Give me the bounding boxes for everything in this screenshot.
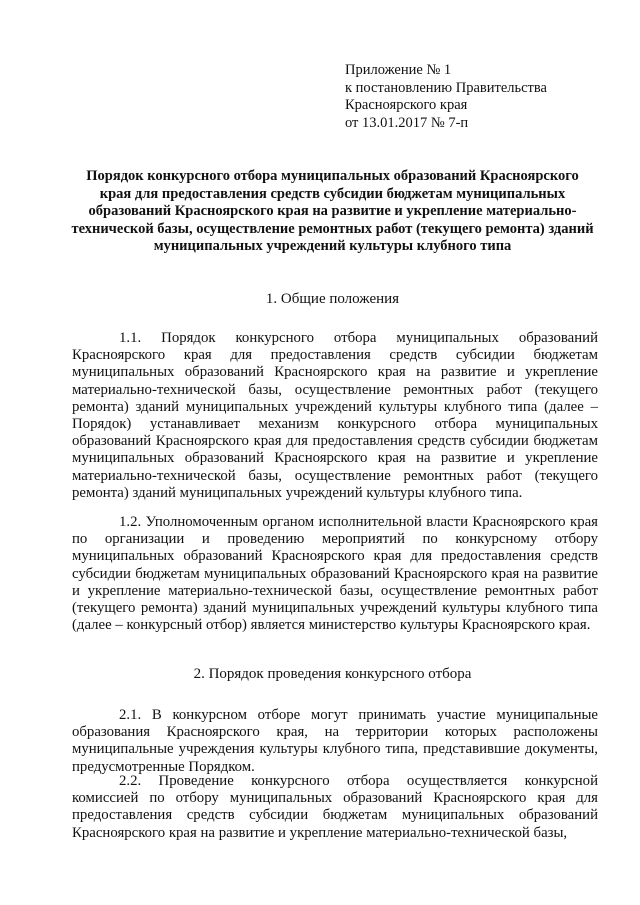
appendix-line-4: от 13.01.2017 № 7-п	[345, 114, 469, 131]
paragraph-1-1: 1.1. Порядок конкурсного отбора муниципальных образований Красноярского края для предоставления средств субсидии бюджетам муниципальных образований Красноярского края на развитие и укрепление материально-технической базы, осуществление ремонтных работ (текущего ремонта) зданий муниципальных учреждений культуры клубного типа (далее – Порядок) устанавливает механизм конкурсного отбора муниципальных образований Красноярского края для предоставления средств субсидии бюджетам муниципальных образований Красноярского края на развитие и укрепление материально-технической базы, осуществление ремонтных работ (текущего ремонта) зданий муниципальных учреждений культуры клубного типа.	[72, 330, 598, 501]
paragraph-2-2: 2.2. Проведение конкурсного отбора осуществляется конкурсной комиссией по отбору муниципальных образований Красноярского края для предоставления средств субсидии бюджетам муниципальных образований Красноярского края на развитие и укрепление материально-технической базы,	[72, 773, 598, 841]
paragraph-2-1: 2.1. В конкурсном отборе могут принимать участие муниципальные образования Красноярского края, на территории которых расположены муниципальные учреждения культуры клубного типа, представившие документы, предусмотренные Порядком.	[72, 707, 598, 775]
appendix-line-2: к постановлению Правительства	[345, 79, 547, 96]
section-heading-general-provisions: 1. Общие положения	[265, 291, 400, 307]
document-title: Порядок конкурсного отбора муниципальных образований Красноярского края для предоставления средств субсидии бюджетам муниципальных образований Красноярского края на развитие и укрепление материально-технической базы, осуществление ремонтных работ (текущего ремонта) зданий муниципальных учреждений культуры клубного типа	[71, 168, 594, 254]
appendix-line-1: Приложение № 1	[345, 62, 452, 78]
section-heading-selection-procedure: 2. Порядок проведения конкурсного отбора	[193, 666, 472, 682]
paragraph-1-2: 1.2. Уполномоченным органом исполнительной власти Красноярского края по организации и проведению мероприятий по конкурсному отбору муниципальных образований Красноярского края для предоставления средств субсидии бюджетам муниципальных образований Красноярского края на развитие и укрепление материально-технической базы, осуществление ремонтных работ (текущего ремонта) зданий муниципальных учреждений культуры клубного типа (далее – конкурсный отбор) является министерство культуры Красноярского края.	[72, 514, 598, 634]
appendix-header	[345, 62, 605, 132]
appendix-line-3: Красноярского края	[345, 97, 468, 113]
